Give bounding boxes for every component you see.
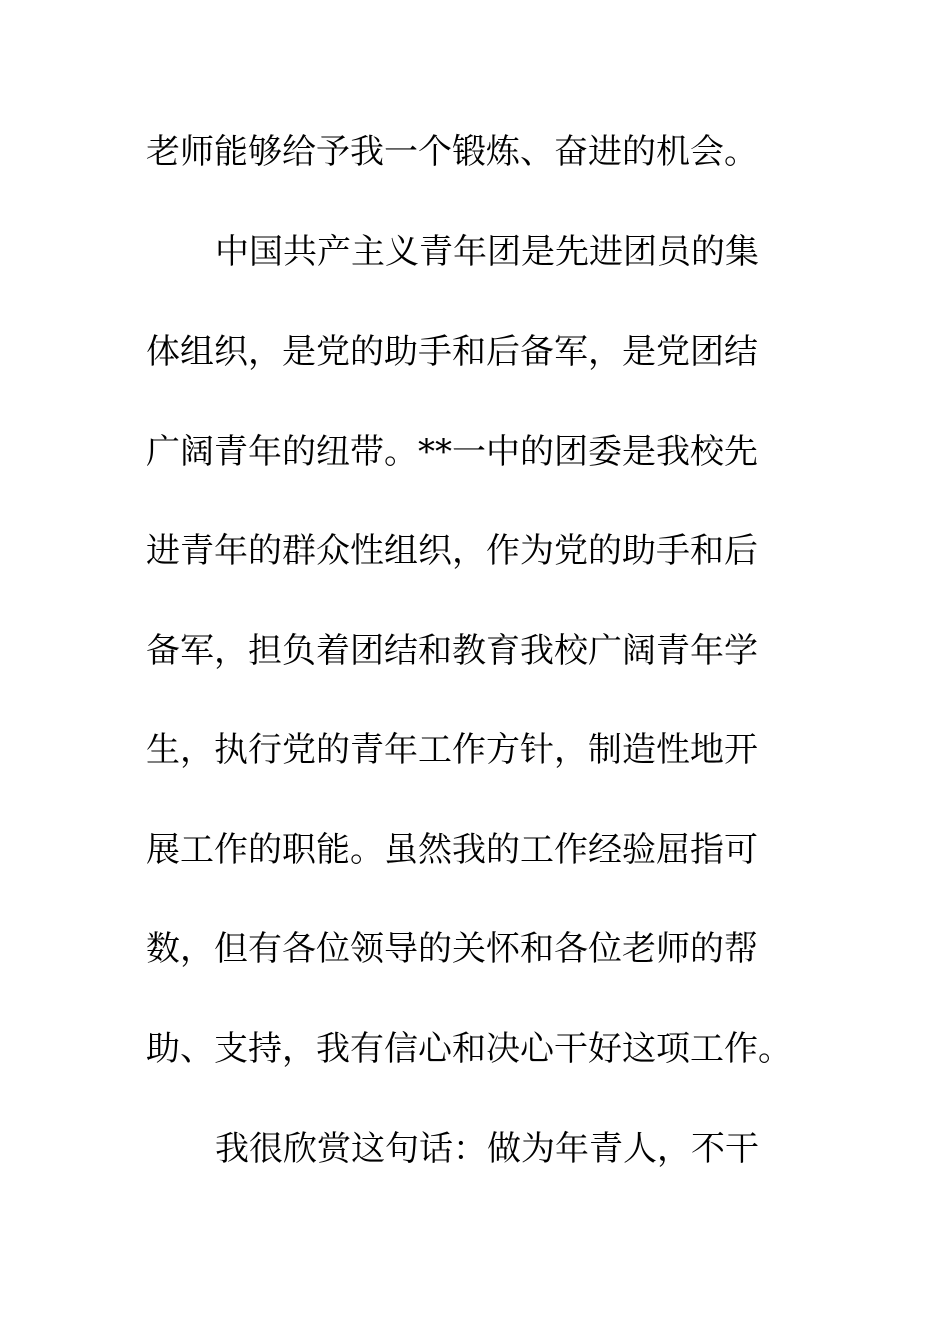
paragraph-start-line: 我很欣赏这句话：做为年青人，不干 <box>215 1129 759 1169</box>
paragraph-start-line: 中国共产主义青年团是先进团员的集 <box>215 232 759 272</box>
text-line: 备军，担负着团结和教育我校广阔青年学 <box>146 631 758 671</box>
text-line: 展工作的职能。虽然我的工作经验屈指可 <box>146 830 758 870</box>
text-line: 数，但有各位领导的关怀和各位老师的帮 <box>146 929 758 969</box>
text-line: 助、支持，我有信心和决心干好这项工作。 <box>146 1029 792 1069</box>
text-line: 体组织，是党的助手和后备军，是党团结 <box>146 332 758 372</box>
text-line: 生，执行党的青年工作方针，制造性地开 <box>146 730 758 770</box>
text-line: 老师能够给予我一个锻炼、奋进的机会。 <box>146 132 758 172</box>
text-line: 广阔青年的纽带。**一中的团委是我校先 <box>146 432 758 472</box>
text-line: 进青年的群众性组织，作为党的助手和后 <box>146 531 758 571</box>
